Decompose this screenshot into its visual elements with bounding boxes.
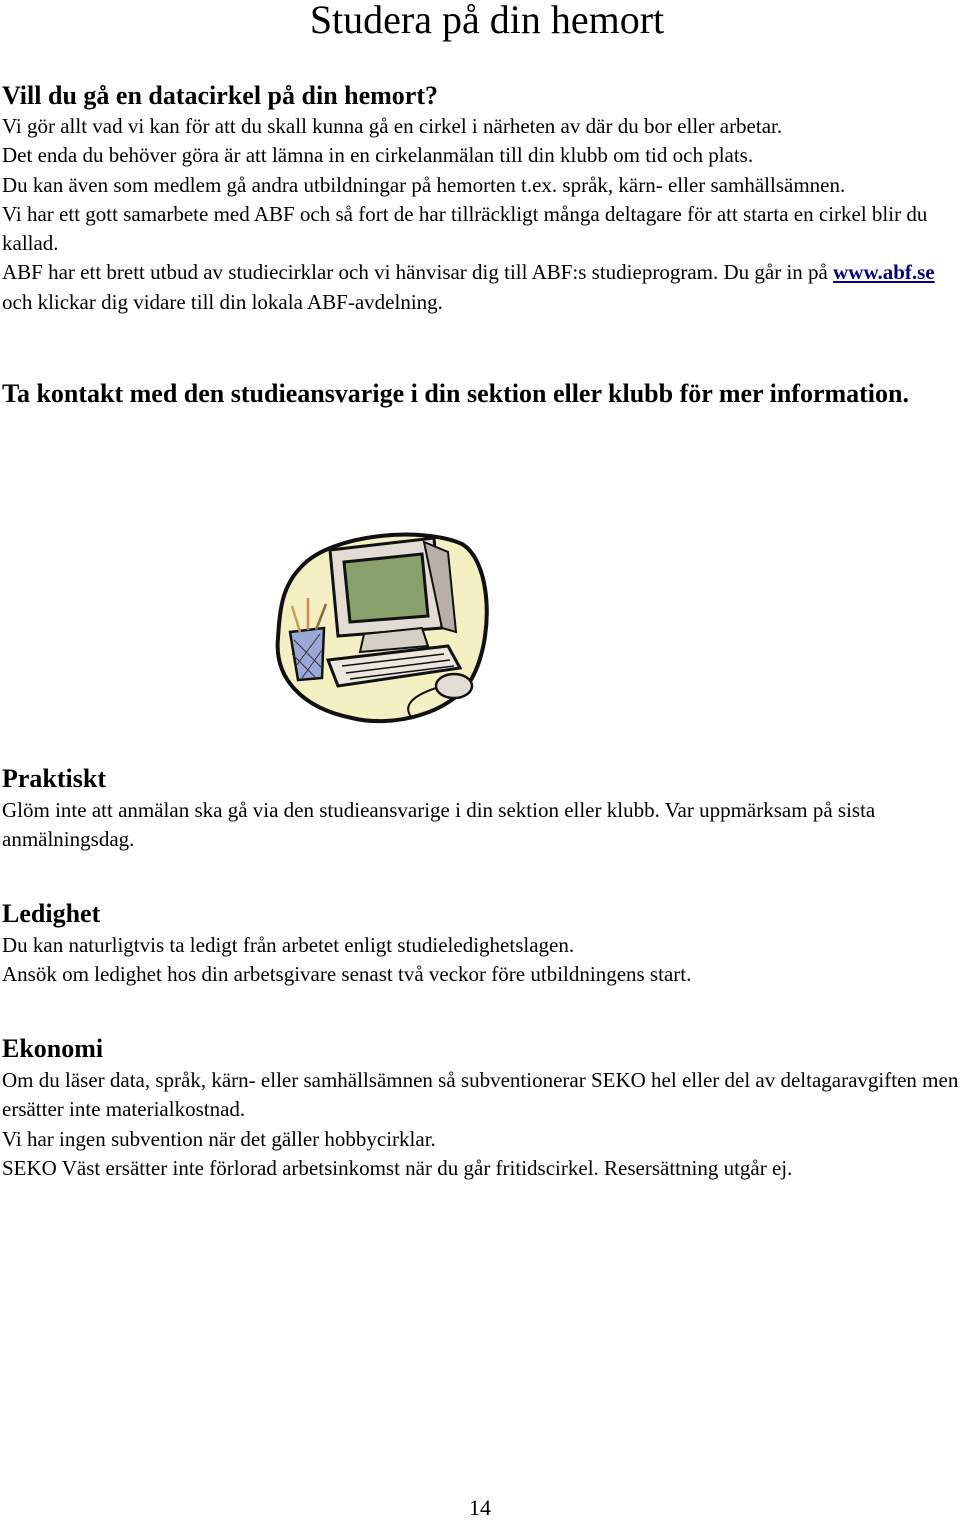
abf-text-before: ABF har ett brett utbud av studiecirklar och vi hänvisar dig till ABF:s studieprogram. Du går in på: [2, 260, 834, 285]
intro-paragraph: Du kan även som medlem gå andra utbildningar på hemorten t.ex. språk, kärn- eller samhällsämnen.: [2, 172, 846, 197]
computer-clipart-icon: [272, 528, 494, 726]
intro-paragraph: Det enda du behöver göra är att lämna in en cirkelanmälan till din klubb om tid och plats.: [2, 143, 754, 168]
intro-body: [2, 112, 960, 317]
ekonomi-paragraph: SEKO Väst ersätter inte förlorad arbetsinkomst när du går fritidscirkel. Resersättning utgår ej.: [2, 1155, 793, 1180]
page-number: 14: [469, 1495, 491, 1520]
ledighet-paragraph: Ansök om ledighet hos din arbetsgivare senast två veckor före utbildningens start.: [2, 962, 692, 987]
abf-text-after: och klickar dig vidare till din lokala ABF-avdelning.: [2, 260, 946, 314]
praktiskt-heading: Praktiskt: [2, 764, 106, 793]
page-title: Studera på din hemort: [309, 0, 665, 42]
praktiskt-body: [2, 796, 960, 855]
intro-heading: Vill du gå en datacirkel på din hemort?: [2, 81, 439, 110]
ledighet-heading: Ledighet: [2, 899, 101, 928]
ekonomi-paragraph: Om du läser data, språk, kärn- eller samhällsämnen så subventionerar SEKO hel eller del av deltagaravgiften men ersätter inte materialkostnad.: [2, 1068, 959, 1122]
intro-paragraph: Vi har ett gott samarbete med ABF och så fort de har tillräckligt många deltagare för att starta en cirkel blir du kallad.: [2, 201, 928, 256]
intro-paragraph: Vi gör allt vad vi kan för att du skall kunna gå en cirkel i närheten av där du bor eller arbetar.: [2, 114, 783, 138]
ekonomi-body: [2, 1066, 960, 1183]
ledighet-body: [2, 931, 960, 990]
praktiskt-paragraph: Glöm inte att anmälan ska gå via den studieansvarige i din sektion eller klubb. Var uppmärksam på sista anmälningsdag.: [2, 798, 876, 852]
contact-callout: Ta kontakt med den studieansvarige i din sektion eller klubb för mer information.: [2, 379, 909, 408]
ledighet-paragraph: Du kan naturligtvis ta ledigt från arbetet enligt studieledighetslagen.: [2, 933, 575, 957]
abf-link[interactable]: www.abf.se: [833, 260, 935, 285]
intro-paragraph-abf: [2, 258, 960, 317]
ekonomi-paragraph: Vi har ingen subvention när det gäller hobbycirklar.: [2, 1126, 436, 1151]
ekonomi-heading: Ekonomi: [2, 1034, 104, 1063]
